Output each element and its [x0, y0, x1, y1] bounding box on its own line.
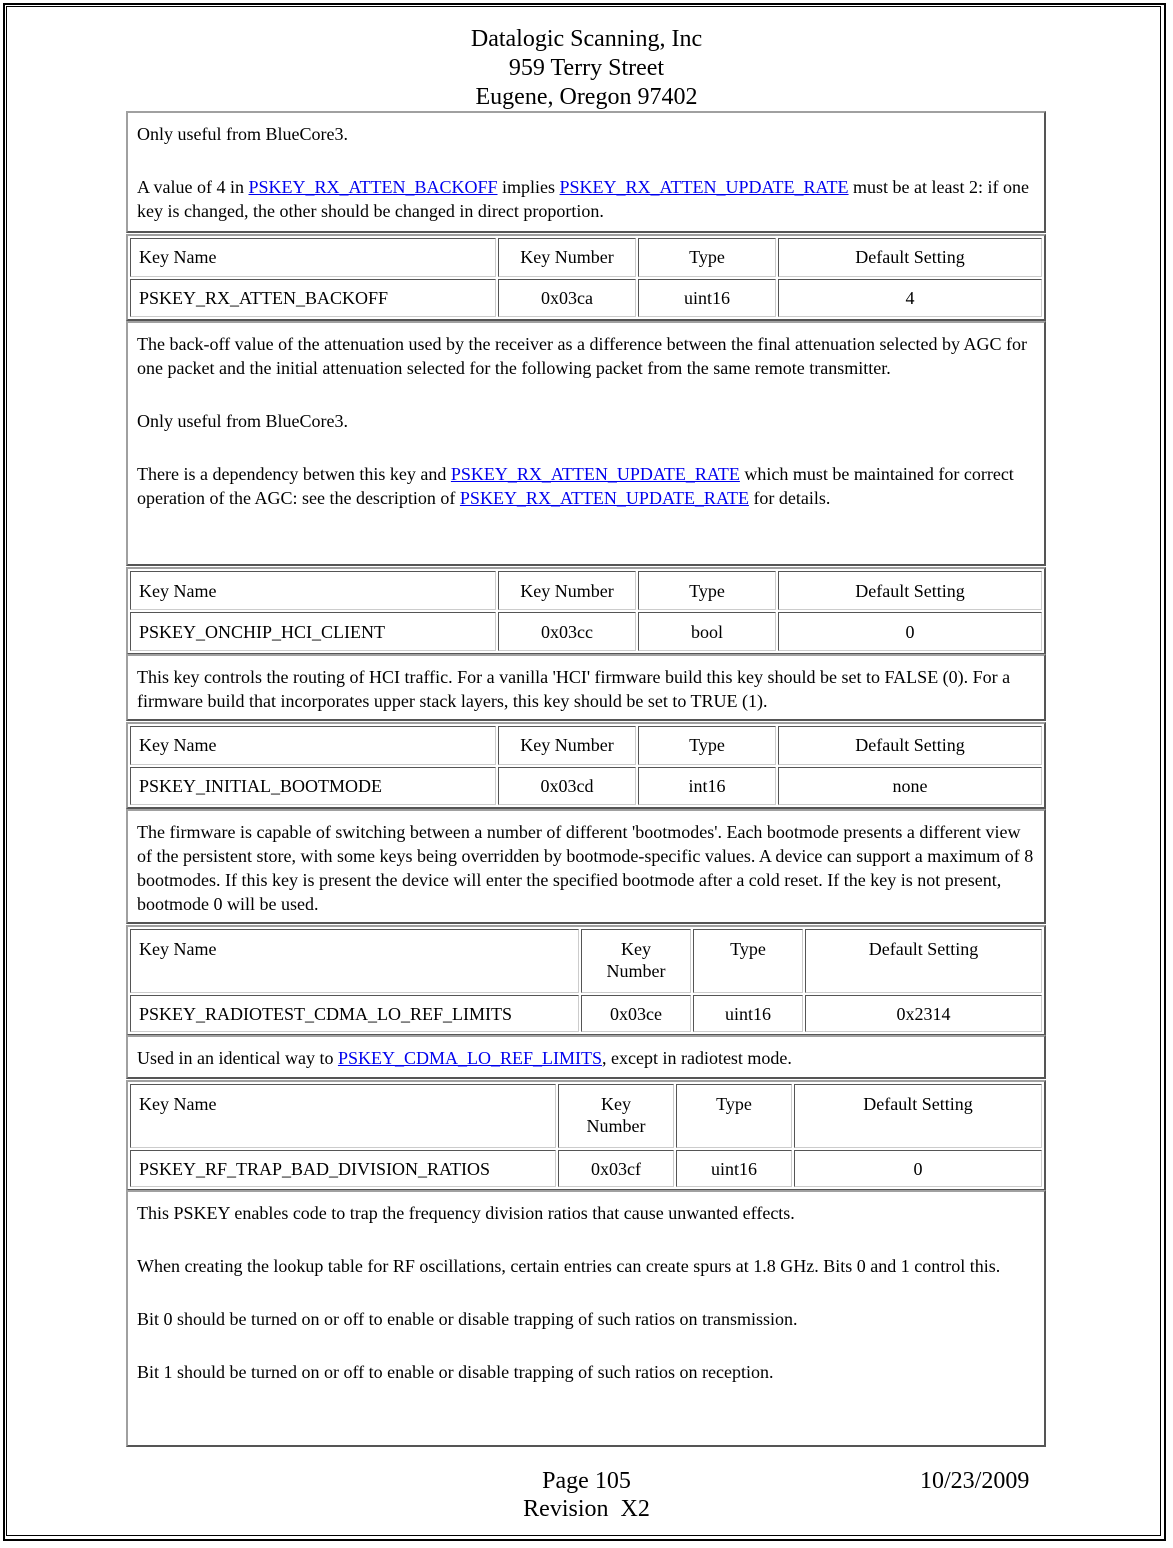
col-default-setting: Default Setting: [778, 726, 1042, 765]
table-header-row: [130, 238, 1042, 277]
footer-date: 10/23/2009: [920, 1468, 1030, 1494]
key-table-rx-atten-backoff: [126, 234, 1046, 321]
description-radiotest-cdma-lo-ref-limits: [126, 1035, 1046, 1079]
key-name: PSKEY_RF_TRAP_BAD_DIVISION_RATIOS: [130, 1150, 556, 1187]
key-table-rf-trap-bad-division-ratios: [126, 1080, 1046, 1191]
description-rx-atten-backoff: [126, 321, 1046, 566]
col-key-number: Key Number: [498, 238, 636, 277]
col-key-number: Key Number: [581, 929, 691, 993]
description-paragraph: Bit 1 should be turned on or off to enable or disable trapping of such ratios on reception.: [137, 1362, 774, 1382]
footer-page-number: Page 105: [542, 1468, 631, 1494]
table-row: [130, 995, 1042, 1032]
key-number: 0x03cd: [498, 767, 636, 806]
col-type: Type: [638, 238, 776, 277]
description-paragraph: This PSKEY enables code to trap the frequency division ratios that cause unwanted effects.: [137, 1203, 795, 1223]
key-table-radiotest-cdma-lo-ref-limits: [126, 925, 1046, 1036]
col-key-name: Key Name: [130, 238, 496, 277]
key-default: 0x2314: [805, 995, 1042, 1032]
table-row: [130, 767, 1042, 806]
key-table-onchip-hci-client: [126, 567, 1046, 655]
key-table-initial-bootmode: [126, 722, 1046, 809]
header-company: Datalogic Scanning, Inc: [470, 26, 703, 52]
description-paragraph: There is a dependency betwen this key and PSKEY_RX_ATTEN_UPDATE_RATE which must be maintained for correct operation of the AGC: see the description of PSKEY_RX_ATTEN_UPDATE_RATE for details.: [137, 464, 1014, 508]
col-type: Type: [693, 929, 803, 993]
description-paragraph: Used in an identical way to PSKEY_CDMA_LO_REF_LIMITS, except in radiotest mode.: [137, 1048, 792, 1068]
description-rx-atten-update-rate: [126, 111, 1046, 233]
col-default-setting: Default Setting: [805, 929, 1042, 993]
description-paragraph: Only useful from BlueCore3.: [137, 411, 348, 431]
col-default-setting: Default Setting: [794, 1084, 1042, 1148]
col-default-setting: Default Setting: [778, 238, 1042, 277]
header-street: 959 Terry Street: [508, 55, 665, 81]
key-default: 0: [778, 612, 1042, 651]
key-name: PSKEY_RADIOTEST_CDMA_LO_REF_LIMITS: [130, 995, 579, 1032]
col-key-name: Key Name: [130, 571, 496, 610]
description-initial-bootmode: [126, 809, 1046, 924]
description-paragraph: A value of 4 in PSKEY_RX_ATTEN_BACKOFF implies PSKEY_RX_ATTEN_UPDATE_RATE must be at least 2: if one key is changed, the other should be changed in direct proportion.: [137, 177, 1030, 221]
link-pskey-cdma-lo-ref-limits[interactable]: PSKEY_CDMA_LO_REF_LIMITS: [337, 1048, 602, 1068]
key-number: 0x03ca: [498, 279, 636, 318]
description-paragraph: The firmware is capable of switching between a number of different 'bootmodes'. Each bootmode presents a different view of the persistent store, with some keys being overridden by bootmode-specific values. A device can support a maximum of 8 bootmodes. If this key is present the device will enter the specified bootmode after a cold reset. If the key is not present, bootmode 0 will be used.: [137, 822, 1034, 914]
link-pskey-rx-atten-update-rate[interactable]: PSKEY_RX_ATTEN_UPDATE_RATE: [459, 488, 749, 508]
table-header-row: [130, 726, 1042, 765]
key-default: none: [778, 767, 1042, 806]
key-type: uint16: [638, 279, 776, 318]
link-pskey-rx-atten-update-rate[interactable]: PSKEY_RX_ATTEN_UPDATE_RATE: [559, 177, 849, 197]
col-type: Type: [638, 571, 776, 610]
key-name: PSKEY_ONCHIP_HCI_CLIENT: [130, 612, 496, 651]
key-type: uint16: [676, 1150, 792, 1187]
table-row: [130, 279, 1042, 318]
col-key-number: Key Number: [498, 726, 636, 765]
col-key-number: Key Number: [558, 1084, 674, 1148]
col-type: Type: [638, 726, 776, 765]
header-city: Eugene, Oregon 97402: [475, 84, 698, 110]
description-paragraph: Only useful from BlueCore3.: [137, 124, 348, 144]
description-paragraph: When creating the lookup table for RF oscillations, certain entries can create spurs at 1.8 GHz. Bits 0 and 1 control this.: [137, 1256, 1001, 1276]
description-onchip-hci-client: [126, 654, 1046, 721]
col-type: Type: [676, 1084, 792, 1148]
table-header-row: [130, 929, 1042, 993]
col-default-setting: Default Setting: [778, 571, 1042, 610]
key-number: 0x03cc: [498, 612, 636, 651]
description-rf-trap-bad-division-ratios: [126, 1190, 1046, 1447]
key-type: uint16: [693, 995, 803, 1032]
key-type: bool: [638, 612, 776, 651]
description-paragraph: Bit 0 should be turned on or off to enable or disable trapping of such ratios on transmission.: [137, 1309, 798, 1329]
table-header-row: [130, 571, 1042, 610]
key-name: PSKEY_INITIAL_BOOTMODE: [130, 767, 496, 806]
link-pskey-rx-atten-update-rate[interactable]: PSKEY_RX_ATTEN_UPDATE_RATE: [450, 464, 740, 484]
key-number: 0x03cf: [558, 1150, 674, 1187]
key-default: 0: [794, 1150, 1042, 1187]
col-key-name: Key Name: [130, 726, 496, 765]
col-key-number: Key Number: [498, 571, 636, 610]
table-row: [130, 612, 1042, 651]
key-default: 4: [778, 279, 1042, 318]
footer-revision: Revision X2: [523, 1496, 650, 1522]
link-pskey-rx-atten-backoff[interactable]: PSKEY_RX_ATTEN_BACKOFF: [248, 177, 498, 197]
key-type: int16: [638, 767, 776, 806]
description-paragraph: This key controls the routing of HCI traffic. For a vanilla 'HCI' firmware build this key should be set to FALSE (0). For a firmware build that incorporates upper stack layers, this key should be set to TRUE (1).: [137, 667, 1011, 711]
table-header-row: [130, 1084, 1042, 1148]
description-paragraph: The back-off value of the attenuation used by the receiver as a difference between the final attenuation selected by AGC for one packet and the initial attenuation selected for the following packet from the same remote transmitter.: [137, 334, 1027, 378]
key-name: PSKEY_RX_ATTEN_BACKOFF: [130, 279, 496, 318]
key-number: 0x03ce: [581, 995, 691, 1032]
table-row: [130, 1150, 1042, 1187]
col-key-name: Key Name: [130, 929, 579, 993]
col-key-name: Key Name: [130, 1084, 556, 1148]
